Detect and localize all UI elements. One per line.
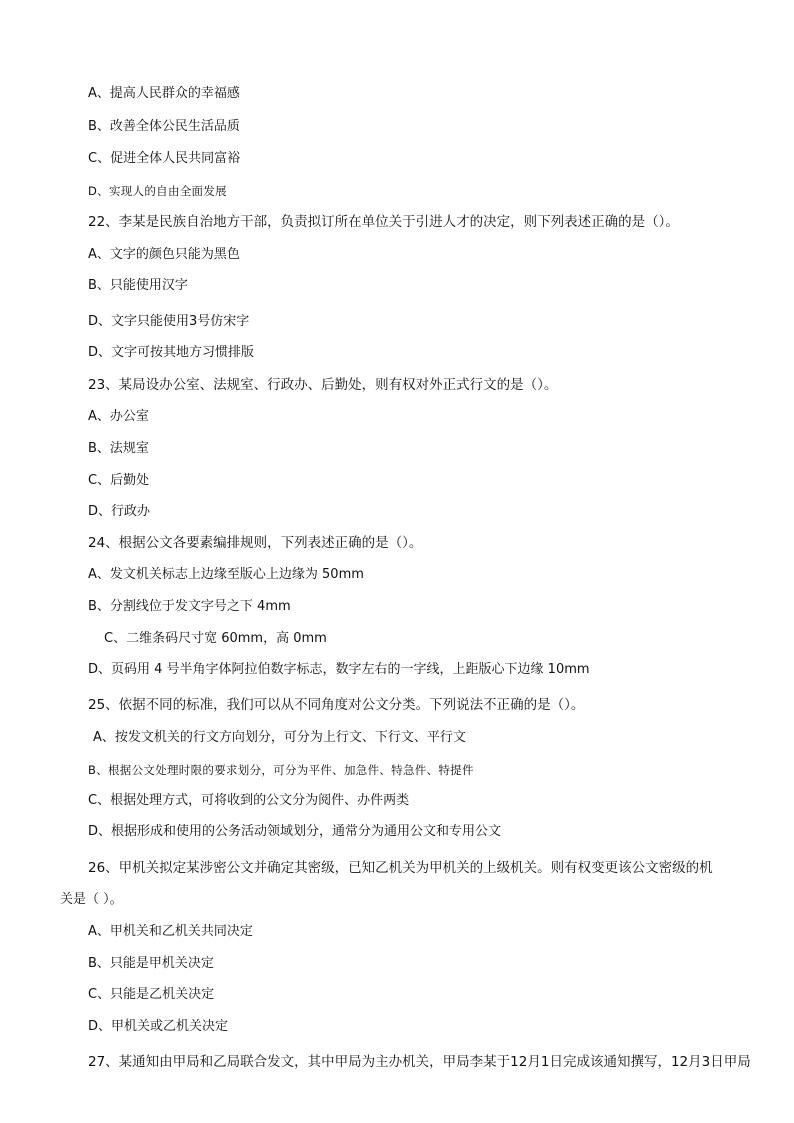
option-d-line: D、实现人的自由全面发展 bbox=[88, 184, 227, 198]
question-24: 24、根据公文各要素编排规则，下列表述正确的是（）。 bbox=[88, 535, 423, 551]
option-b-line: B、改善全体公民生活品质 bbox=[88, 119, 240, 134]
question-26-option-c: C、只能是乙机关决定 bbox=[88, 987, 215, 1002]
option-a-line: A、提高人民群众的幸福感 bbox=[88, 86, 240, 101]
question-26-option-a: A、甲机关和乙机关共同决定 bbox=[88, 924, 253, 939]
question-22-option-d-second: D、文字可按其地方习惯排版 bbox=[88, 345, 255, 360]
question-25-option-a: A、按发文机关的行文方向划分，可分为上行文、下行文、平行文 bbox=[93, 730, 466, 745]
question-23-option-a: A、办公室 bbox=[88, 409, 149, 424]
question-25-option-b: B、根据公文处理时限的要求划分，可分为平件、加急件、特急件、特提件 bbox=[88, 763, 474, 777]
question-25-option-d: D、根据形成和使用的公务活动领域划分，通常分为通用公文和专用公文 bbox=[88, 824, 502, 839]
question-23-option-c: C、后勤处 bbox=[88, 473, 150, 488]
question-22-option-d-first: D、文字只能使用3号仿宋字 bbox=[88, 314, 250, 329]
question-26-option-d: D、甲机关或乙机关决定 bbox=[88, 1019, 229, 1034]
question-25-option-c: C、根据处理方式，可将收到的公文分为阅件、办件两类 bbox=[88, 793, 410, 808]
question-22-option-a: A、文字的颜色只能为黑色 bbox=[88, 247, 240, 262]
question-26-second-line: 关是（ ）。 bbox=[60, 892, 123, 907]
question-24-option-b: B、分割线位于发文字号之下 4mm bbox=[88, 599, 291, 614]
question-24-option-c: C、二维条码尺寸宽 60mm，高 0mm bbox=[104, 631, 327, 646]
option-c-line: C、促进全体人民共同富裕 bbox=[88, 151, 241, 166]
question-25: 25、依据不同的标准，我们可以从不同角度对公文分类。下列说法不正确的是（）。 bbox=[88, 697, 585, 713]
question-26-first-line: 26、甲机关拟定某涉密公文并确定其密级，已知乙机关为甲机关的上级机关。则有权变更该公文密级的机 bbox=[88, 860, 713, 876]
question-22-option-b: B、只能使用汉字 bbox=[88, 278, 188, 293]
question-23-option-d: D、行政办 bbox=[88, 504, 151, 519]
question-27-first-line: 27、某通知由甲局和乙局联合发文，其中甲局为主办机关，甲局李某于12月1日完成该通知撰写，12月3日甲局 bbox=[88, 1054, 751, 1070]
question-23: 23、某局设办公室、法规室、行政办、后勤处，则有权对外正式行文的是（）。 bbox=[88, 377, 558, 393]
question-26-option-b: B、只能是甲机关决定 bbox=[88, 956, 214, 971]
question-24-option-d: D、页码用 4 号半角字体阿拉伯数字标志，数字左右的一字线，上距版心下边缘 10mm bbox=[88, 662, 590, 677]
question-22: 22、李某是民族自治地方干部，负责拟订所在单位关于引进人才的决定，则下列表述正确的是（）。 bbox=[88, 214, 679, 230]
question-23-option-b: B、法规室 bbox=[88, 441, 149, 456]
question-24-option-a: A、发文机关标志上边缘至版心上边缘为 50mm bbox=[88, 567, 364, 582]
